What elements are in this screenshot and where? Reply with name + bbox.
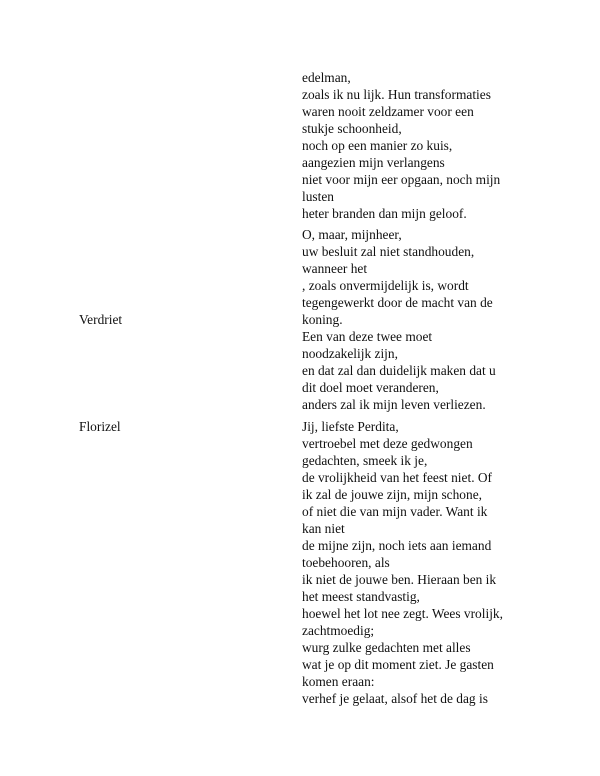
speech-line: wat je op dit moment ziet. Je gasten (302, 657, 494, 672)
speech-line: koning. (302, 312, 343, 327)
speech-line: wurg zulke gedachten met alles (302, 640, 471, 655)
speech-line: Jij, liefste Perdita, (302, 419, 399, 434)
speech-line: O, maar, mijnheer, (302, 227, 402, 242)
speaker-name: Florizel (79, 419, 121, 434)
speech-line: komen eraan: (302, 674, 375, 689)
speech-line: niet voor mijn eer opgaan, noch mijn (302, 172, 501, 187)
speech-line: wanneer het (302, 261, 368, 276)
speech-lines (302, 418, 542, 707)
speech-line: noodzakelijk zijn, (302, 346, 398, 361)
speech-lines (302, 226, 542, 413)
speech-line: vertroebel met deze gedwongen (302, 436, 473, 451)
speech-line: de mijne zijn, noch iets aan iemand (302, 538, 492, 553)
speech-line: waren nooit zeldzamer voor een (302, 104, 474, 119)
speech-line: hoewel het lot nee zegt. Wees vrolijk, (302, 606, 503, 621)
speech-line: anders zal ik mijn leven verliezen. (302, 397, 486, 412)
speech-line: het meest standvastig, (302, 589, 420, 604)
speech-line: lusten (302, 189, 334, 204)
speech-line: toebehooren, als (302, 555, 390, 570)
speech-line: ik niet de jouwe ben. Hieraan ben ik (302, 572, 497, 587)
speech-line: dit doel moet veranderen, (302, 380, 439, 395)
speech-line: of niet die van mijn vader. Want ik (302, 504, 488, 519)
speech-line: noch op een manier zo kuis, (302, 138, 453, 153)
speech-line: Een van deze twee moet (302, 329, 433, 344)
speech-line: gedachten, smeek ik je, (302, 453, 428, 468)
speech-line: tegengewerkt door de macht van de (302, 295, 493, 310)
speech-line: stukje schoonheid, (302, 121, 402, 136)
speech-line: verhef je gelaat, alsof het de dag is (302, 691, 488, 706)
speech-line: uw besluit zal niet standhouden, (302, 244, 475, 259)
speech-line: en dat zal dan duidelijk maken dat u (302, 363, 496, 378)
speech-line: ik zal de jouwe zijn, mijn schone, (302, 487, 482, 502)
speech-line: aangezien mijn verlangens (302, 155, 445, 170)
speaker-name: Verdriet (79, 312, 123, 327)
speech-line: heter branden dan mijn geloof. (302, 206, 467, 221)
speech-line: zoals ik nu lijk. Hun transformaties (302, 87, 491, 102)
speech-lines (302, 69, 542, 222)
speech-line: zachtmoedig; (302, 623, 375, 638)
speech-line: kan niet (302, 521, 345, 536)
speech-line: , zoals onvermijdelijk is, wordt (302, 278, 469, 293)
speech-line: de vrolijkheid van het feest niet. Of (302, 470, 493, 485)
speech-line: edelman, (302, 70, 351, 85)
